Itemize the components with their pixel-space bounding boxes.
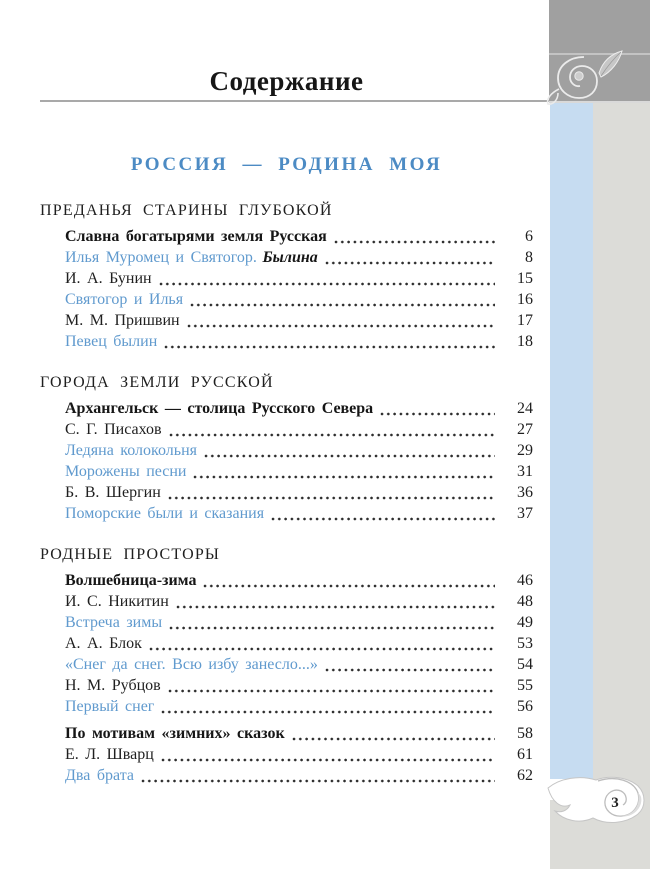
entry-page-number: 8 (525, 249, 533, 266)
entry-page-number: 16 (517, 291, 533, 308)
toc-entry (40, 633, 533, 654)
dot-leader (164, 345, 495, 349)
entry-title-part: Встреча зимы (65, 614, 163, 631)
section-heading: РОДНЫЕ ПРОСТОРЫ (40, 546, 221, 563)
entry-page-number: 17 (517, 312, 533, 329)
toc-entry (40, 503, 533, 524)
entry-title (65, 503, 264, 524)
dot-leader (161, 710, 495, 714)
entry-title (65, 723, 285, 744)
entry-title (65, 226, 327, 247)
entry-title (65, 675, 161, 696)
entry-page-number: 58 (517, 725, 533, 742)
entry-title (65, 289, 183, 310)
toc-entry (40, 654, 533, 675)
dot-leader (203, 584, 495, 588)
entry-title-part: И. А. Бунин (65, 270, 152, 287)
entry-title-part: Н. М. Рубцов (65, 677, 161, 694)
toc-entry (40, 482, 533, 503)
entry-title (65, 696, 154, 717)
toc-sections (40, 201, 533, 786)
dot-leader (169, 626, 495, 630)
entry-title-part: Первый снег (65, 698, 155, 715)
entry-title-part: «Снег да снег. Всю избу занесло...» (65, 656, 318, 673)
entry-title (65, 398, 373, 419)
toc-section (40, 373, 533, 524)
section-heading: ПРЕДАНЬЯ СТАРИНЫ ГЛУБОКОЙ (40, 202, 333, 219)
entry-title (65, 591, 169, 612)
entry-title (65, 482, 161, 503)
entry-title-part: Морожены песни (65, 463, 187, 480)
entry-title (65, 744, 154, 765)
toc-entry (40, 612, 533, 633)
entry-title (65, 419, 162, 440)
entry-page-number: 15 (517, 270, 533, 287)
dot-leader (141, 779, 495, 783)
dot-leader (334, 240, 495, 244)
toc-entry (40, 268, 533, 289)
entry-title-part: Славна богатырями земля Русская (65, 228, 327, 245)
toc-entry (40, 675, 533, 696)
toc-entry (40, 310, 533, 331)
dot-leader (169, 433, 495, 437)
part-title: РОССИЯ — РОДИНА МОЯ (130, 154, 443, 175)
dot-leader (271, 517, 495, 521)
dot-leader (176, 605, 495, 609)
toc-entry (40, 247, 533, 268)
entry-title-part: С. Г. Писахов (65, 421, 162, 438)
entry-title-part: По мотивам «зимних» сказок (65, 725, 285, 742)
toc-section (40, 201, 533, 352)
dot-leader (325, 261, 495, 265)
entry-title-part: Архангельск — столица Русского Севера (65, 400, 374, 417)
toc-entry (40, 398, 533, 419)
entry-page-number: 24 (517, 400, 533, 417)
entry-title-part: Илья Муромец и Святогор. (65, 249, 257, 266)
dot-leader (204, 454, 495, 458)
entry-title-part: Б. В. Шергин (65, 484, 161, 501)
entry-title-part: Ледяна колокольня (65, 442, 197, 459)
scroll-ornament-icon (546, 775, 648, 829)
dot-leader (380, 412, 495, 416)
dot-leader (325, 668, 495, 672)
entry-title (65, 310, 180, 331)
entry-title-part: И. С. Никитин (65, 593, 169, 610)
entry-title (65, 633, 142, 654)
toc-entry (40, 570, 533, 591)
toc-entry (40, 591, 533, 612)
dot-leader (149, 647, 495, 651)
page-number: 3 (611, 795, 619, 811)
gray-side-band (593, 103, 650, 869)
entry-page-number: 29 (517, 442, 533, 459)
toc-content (40, 0, 533, 786)
entry-page-number: 27 (517, 421, 533, 438)
entry-page-number: 48 (517, 593, 533, 610)
entry-page-number: 53 (517, 635, 533, 652)
dot-leader (168, 689, 495, 693)
section-entries (40, 570, 533, 786)
toc-section (40, 545, 533, 786)
toc-entry (40, 744, 533, 765)
entry-page-number: 61 (517, 746, 533, 763)
toc-entry (40, 440, 533, 461)
entry-page-number: 54 (517, 656, 533, 673)
toc-entry (40, 226, 533, 247)
dot-leader (161, 758, 495, 762)
toc-entry (40, 461, 533, 482)
dot-leader (193, 475, 495, 479)
entry-title-part: Е. Л. Шварц (65, 746, 154, 763)
entry-page-number: 18 (517, 333, 533, 350)
dot-leader (168, 496, 495, 500)
entry-page-number: 62 (517, 767, 533, 784)
entry-title-part: Два брата (65, 767, 134, 784)
entry-page-number: 46 (517, 572, 533, 589)
section-entries (40, 398, 533, 524)
entry-title (65, 461, 186, 482)
page-title: Содержание (209, 66, 364, 96)
entry-title-part: Волшебница-зима (65, 572, 197, 589)
entry-page-number: 37 (517, 505, 533, 522)
entry-title (65, 440, 197, 461)
dot-leader (187, 324, 495, 328)
toc-entry (40, 723, 533, 744)
dot-leader (292, 737, 495, 741)
entry-title (65, 570, 196, 591)
entry-title-part: Певец былин (65, 333, 158, 350)
entry-title (65, 247, 318, 268)
entry-page-number: 31 (517, 463, 533, 480)
toc-entry (40, 419, 533, 440)
toc-entry (40, 696, 533, 717)
entry-title-part: Святогор и Илья (65, 291, 184, 308)
entry-page-number: 6 (525, 228, 533, 245)
entry-title-part: А. А. Блок (65, 635, 142, 652)
entry-title-part: М. М. Пришвин (65, 312, 180, 329)
entry-title-part: Поморские были и сказания (65, 505, 265, 522)
entry-title (65, 765, 134, 786)
section-entries (40, 226, 533, 352)
dot-leader (159, 282, 495, 286)
entry-title (65, 654, 318, 675)
blue-side-band (550, 103, 593, 779)
entry-title-part: Былина (262, 249, 318, 266)
section-heading: ГОРОДА ЗЕМЛИ РУССКОЙ (40, 374, 274, 391)
entry-title (65, 612, 162, 633)
toc-entry (40, 331, 533, 352)
entry-page-number: 56 (517, 698, 533, 715)
entry-title (65, 331, 157, 352)
swirl-ornament-icon (543, 49, 627, 106)
toc-entry (40, 289, 533, 310)
entry-page-number: 55 (517, 677, 533, 694)
toc-entry (40, 765, 533, 786)
entry-page-number: 49 (517, 614, 533, 631)
entry-page-number: 36 (517, 484, 533, 501)
entry-title (65, 268, 152, 289)
dot-leader (190, 303, 495, 307)
